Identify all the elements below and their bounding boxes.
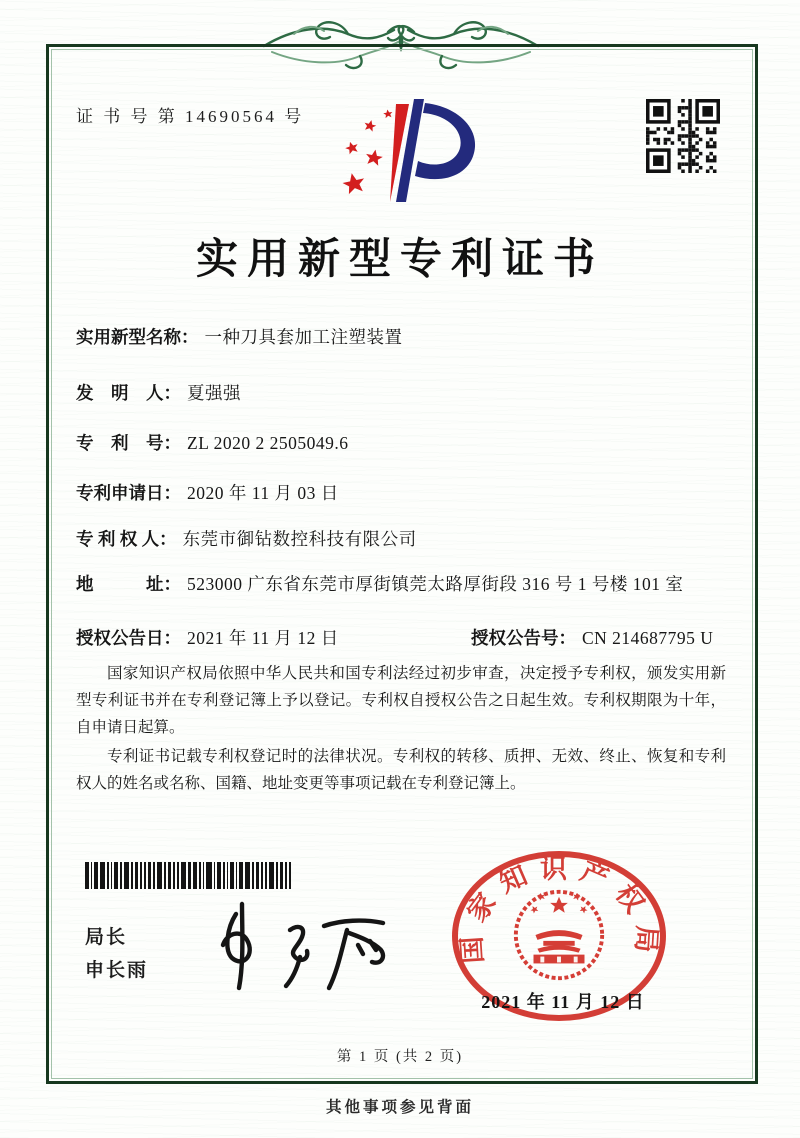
field-label: 专 利 号： <box>76 433 181 453</box>
legal-paragraph-2: 专利证书记载专利权登记时的法律状况。专利权的转移、质押、无效、终止、恢复和专利权人的姓名或名称、国籍、地址变更等事项记载在专利登记簿上。 <box>76 748 726 792</box>
field-row-address <box>76 572 728 597</box>
field-label: 实用新型名称： <box>76 327 199 347</box>
field-label: 专利申请日： <box>76 483 181 503</box>
field-label: 专 利 权 人： <box>76 529 177 549</box>
legal-text-block <box>76 660 726 799</box>
field-row-utility-model-name <box>76 324 403 349</box>
svg-text:国家知识产权局: 国家知识产权局 <box>455 853 663 965</box>
field-value: 2021 年 11 月 12 日 <box>187 628 339 648</box>
field-row-grant-date <box>76 625 714 650</box>
field-label: 授权公告日： <box>76 628 181 648</box>
certificate-title: 实用新型专利证书 <box>195 237 604 283</box>
issuer-title: 局长 <box>85 927 128 948</box>
field-label: 地 址： <box>76 574 181 594</box>
field-row-patentee <box>76 526 417 551</box>
director-signature <box>196 898 401 996</box>
seal-date: 2021 年 11 月 12 日 <box>481 992 645 1012</box>
barcode <box>85 862 295 889</box>
field-grant-number <box>471 625 713 650</box>
field-label: 授权公告号： <box>471 628 576 648</box>
qr-code <box>646 99 720 173</box>
field-value: 523000 广东省东莞市厚街镇莞太路厚街段 316 号 1 号楼 101 室 <box>187 574 684 594</box>
field-row-patent-number <box>76 430 348 455</box>
field-value: 一种刀具套加工注塑装置 <box>204 327 403 347</box>
field-label: 发 明 人： <box>76 383 181 403</box>
cnipa-logo-icon <box>330 96 482 212</box>
field-value: ZL 2020 2 2505049.6 <box>187 433 349 453</box>
issuer-name: 申长雨 <box>85 960 149 981</box>
back-side-note: 其他事项参见背面 <box>325 1099 474 1116</box>
field-value: 夏强强 <box>187 383 241 403</box>
certificate-number: 证 书 号 第 14690564 号 <box>76 107 305 126</box>
legal-paragraph-1: 国家知识产权局依照中华人民共和国专利法经过初步审查，决定授予专利权，颁发实用新型专利证书并在专利登记簿上予以登记。专利权自授权公告之日起生效。专利权期限为十年，自申请日起算。 <box>76 665 726 736</box>
national-emblem-icon <box>508 881 610 989</box>
field-value: 2020 年 11 月 03 日 <box>187 483 339 503</box>
field-value: 东莞市御钻数控科技有限公司 <box>182 529 417 549</box>
field-value: CN 214687795 U <box>582 628 714 648</box>
field-row-inventor <box>76 380 241 405</box>
field-row-application-date <box>76 480 339 505</box>
page-number: 第 1 页 (共 2 页) <box>336 1049 464 1065</box>
